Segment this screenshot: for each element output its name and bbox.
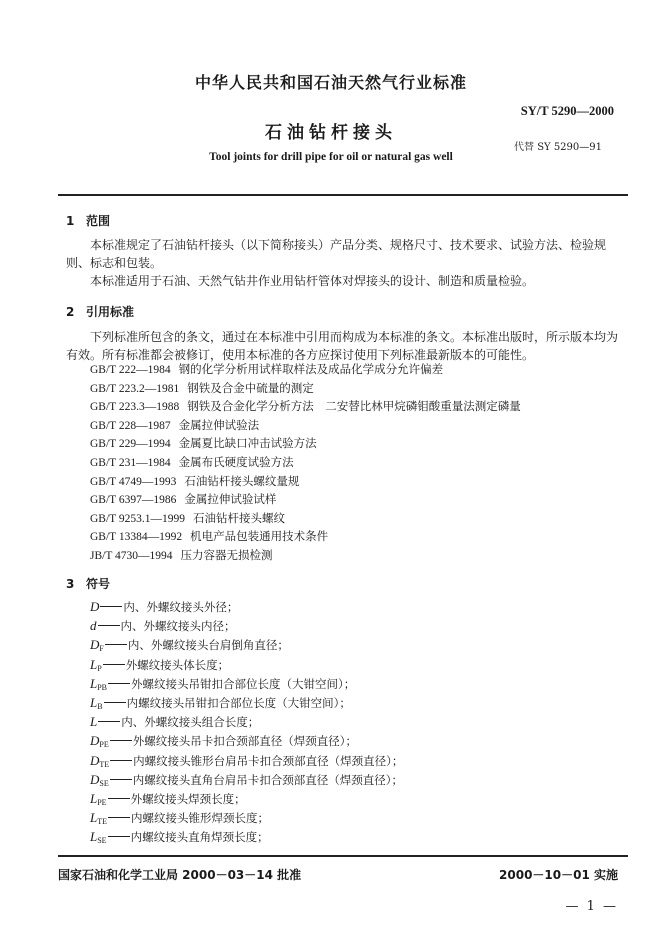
reference-item — [90, 380, 521, 399]
symbol-item — [90, 637, 403, 656]
dash-rule — [108, 683, 130, 684]
replaces-note: 代替 SY 5290—91 — [514, 142, 602, 153]
reference-title: 金属拉伸试验法 — [178, 417, 260, 432]
section-3-heading — [66, 575, 110, 592]
paragraph-text: 本标准适用于石油、天然气钻井作业用钻杆管体对焊接头的设计、制造和质量检验。 — [90, 274, 535, 288]
reference-title: 钢的化学分析用试样取样法及成品化学成分允许偏差 — [178, 362, 444, 376]
symbol-letter: L — [90, 675, 98, 691]
symbol-letter: L — [90, 810, 98, 826]
symbol-description: 外螺纹接头吊卡扣合颈部直径（焊颈直径）； — [132, 734, 357, 749]
reference-item — [90, 510, 521, 529]
reference-title: 石油钻杆接头螺纹 — [193, 510, 285, 525]
reference-title: 压力容器无损检测 — [180, 547, 273, 562]
symbol-description: 内、外螺纹接头外径； — [123, 600, 239, 614]
reference-item — [90, 361, 521, 380]
symbol-description: 内螺纹接头锥形焊颈长度； — [131, 811, 270, 826]
reference-item — [90, 398, 521, 417]
reference-code: GB/T 13384—1992 — [90, 531, 183, 544]
section-2-heading — [66, 303, 134, 320]
header-divider — [58, 194, 628, 196]
reference-title: 金属夏比缺口冲击试验方法 — [178, 436, 317, 451]
reference-title: 石油钻杆接头螺纹量规 — [184, 473, 300, 488]
symbol-letter: L — [90, 829, 98, 845]
symbol-letter: D — [90, 771, 100, 787]
symbol-item — [90, 753, 403, 772]
symbol-subscript: F — [99, 644, 104, 654]
section-number: 3 — [66, 577, 75, 591]
approval-note: 国家石油和化学工业局 2000－03－14 批准 — [58, 868, 302, 882]
section-number: 1 — [66, 214, 75, 228]
symbol-description: 内螺纹接头锥形台肩吊卡扣合颈部直径（焊颈直径）； — [133, 753, 404, 768]
reference-code: GB/T 223.3—1988 — [90, 401, 180, 414]
section-1-heading — [66, 212, 110, 229]
dash-rule — [104, 702, 126, 703]
reference-code: GB/T 222—1984 — [90, 364, 171, 376]
section-2-intro — [66, 328, 626, 364]
reference-code: GB/T 9253.1—1999 — [90, 512, 185, 525]
symbol-subscript: P — [97, 663, 102, 673]
dash-rule — [108, 836, 130, 837]
section-title: 符号 — [86, 577, 111, 591]
reference-item — [90, 547, 521, 566]
section-1-paragraph-1 — [66, 236, 626, 272]
section-number: 2 — [66, 305, 75, 319]
reference-title: 机电产品包装通用技术条件 — [190, 529, 329, 544]
symbol-description: 外螺纹接头焊颈长度； — [130, 791, 246, 806]
dash-rule — [100, 606, 122, 607]
paragraph-text: 下列标准所包含的条文，通过在本标准中引用而构成为本标准的条文。本标准出版时，所示版本均为有效。所有标准都会被修订，使用本标准的各方应探讨使用下列标准最新版本的可能性。 — [66, 330, 619, 362]
reference-title: 金属拉伸试验试样 — [184, 492, 277, 507]
symbol-item — [90, 599, 403, 618]
symbol-subscript: SE — [99, 778, 109, 788]
section-title: 引用标准 — [86, 305, 135, 319]
symbol-subscript: B — [97, 701, 103, 711]
dash-rule — [110, 760, 132, 761]
reference-code: GB/T 4749—1993 — [90, 475, 177, 488]
symbol-letter: D — [90, 637, 100, 653]
dash-rule — [105, 644, 127, 645]
reference-code: GB/T 223.2—1981 — [90, 382, 180, 395]
symbol-letter: L — [90, 694, 98, 710]
symbol-subscript: TE — [99, 759, 110, 769]
symbol-description: 内螺纹接头直角台肩吊卡扣合颈部直径（焊颈直径）； — [132, 772, 403, 787]
symbol-item — [90, 829, 403, 848]
symbol-subscript: TE — [97, 817, 108, 827]
symbol-description: 内螺纹接头吊钳扣合部位长度（大钳空间）； — [126, 695, 351, 710]
symbol-item — [90, 810, 403, 829]
reference-title: 金属布氏硬度试验方法 — [178, 454, 294, 469]
symbol-letter: d — [90, 618, 97, 634]
symbol-letter: D — [90, 599, 100, 614]
symbol-item — [90, 676, 403, 695]
symbol-subscript: PB — [97, 682, 108, 692]
reference-title: 钢铁及合金中硫量的测定 — [187, 380, 314, 395]
symbol-item — [90, 695, 403, 714]
symbol-subscript: SE — [97, 836, 107, 846]
symbol-item — [90, 618, 403, 637]
symbol-subscript: PE — [99, 740, 109, 750]
reference-item — [90, 417, 521, 436]
reference-code: GB/T 228—1987 — [90, 419, 171, 432]
reference-item — [90, 473, 521, 492]
reference-code: GB/T 229—1994 — [90, 438, 171, 451]
symbol-list — [90, 599, 403, 848]
paragraph-text: 本标准规定了石油钻杆接头（以下简称接头）产品分类、规格尺寸、技术要求、试验方法、检验规则、标志和包装。 — [66, 238, 607, 270]
dash-rule — [110, 740, 132, 741]
symbol-description: 内螺纹接头直角焊颈长度； — [130, 830, 269, 845]
section-title: 范围 — [86, 214, 111, 228]
english-title: Tool joints for drill pipe for oil or natural gas well — [209, 151, 453, 163]
symbol-letter: L — [90, 790, 98, 806]
reference-code: JB/T 4730—1994 — [90, 549, 173, 562]
symbol-item — [90, 733, 403, 752]
reference-list — [90, 361, 521, 566]
reference-title: 钢铁及合金化学分析方法 二安替比林甲烷磷钼酸重量法测定磷量 — [187, 399, 521, 414]
standard-code: SY/T 5290—2000 — [520, 104, 614, 118]
symbol-letter: D — [90, 752, 100, 768]
page-number: — 1 — — [565, 899, 618, 914]
symbol-subscript: PE — [97, 797, 107, 807]
dash-rule — [108, 798, 130, 799]
document-title: 石油钻杆接头 — [265, 123, 397, 143]
symbol-item — [90, 772, 403, 791]
reference-code: GB/T 231—1984 — [90, 456, 171, 469]
footer-divider — [58, 855, 628, 857]
reference-item — [90, 454, 521, 473]
reference-item — [90, 528, 521, 547]
symbol-description: 内、外螺纹接头台肩倒角直径； — [127, 638, 289, 653]
reference-item — [90, 491, 521, 510]
reference-item — [90, 435, 521, 454]
symbol-item — [90, 657, 403, 676]
dash-rule — [98, 721, 120, 722]
effective-date: 2000－10－01 实施 — [499, 868, 618, 882]
symbol-item — [90, 714, 403, 733]
symbol-description: 外螺纹接头吊钳扣合部位长度（大钳空间）； — [131, 676, 356, 691]
symbol-item — [90, 791, 403, 810]
symbol-letter: L — [90, 714, 98, 730]
symbol-description: 内、外螺纹接头内径； — [120, 619, 236, 634]
dash-rule — [108, 817, 130, 818]
symbol-description: 外螺纹接头体长度； — [125, 657, 230, 672]
symbol-description: 内、外螺纹接头组合长度； — [121, 715, 260, 730]
symbol-letter: L — [90, 656, 98, 672]
dash-rule — [103, 664, 125, 665]
issuer-title: 中华人民共和国石油天然气行业标准 — [194, 73, 467, 92]
dash-rule — [110, 779, 132, 780]
dash-rule — [98, 625, 120, 626]
symbol-letter: D — [90, 733, 100, 749]
reference-code: GB/T 6397—1986 — [90, 494, 177, 507]
section-1-paragraph-2 — [66, 272, 626, 290]
